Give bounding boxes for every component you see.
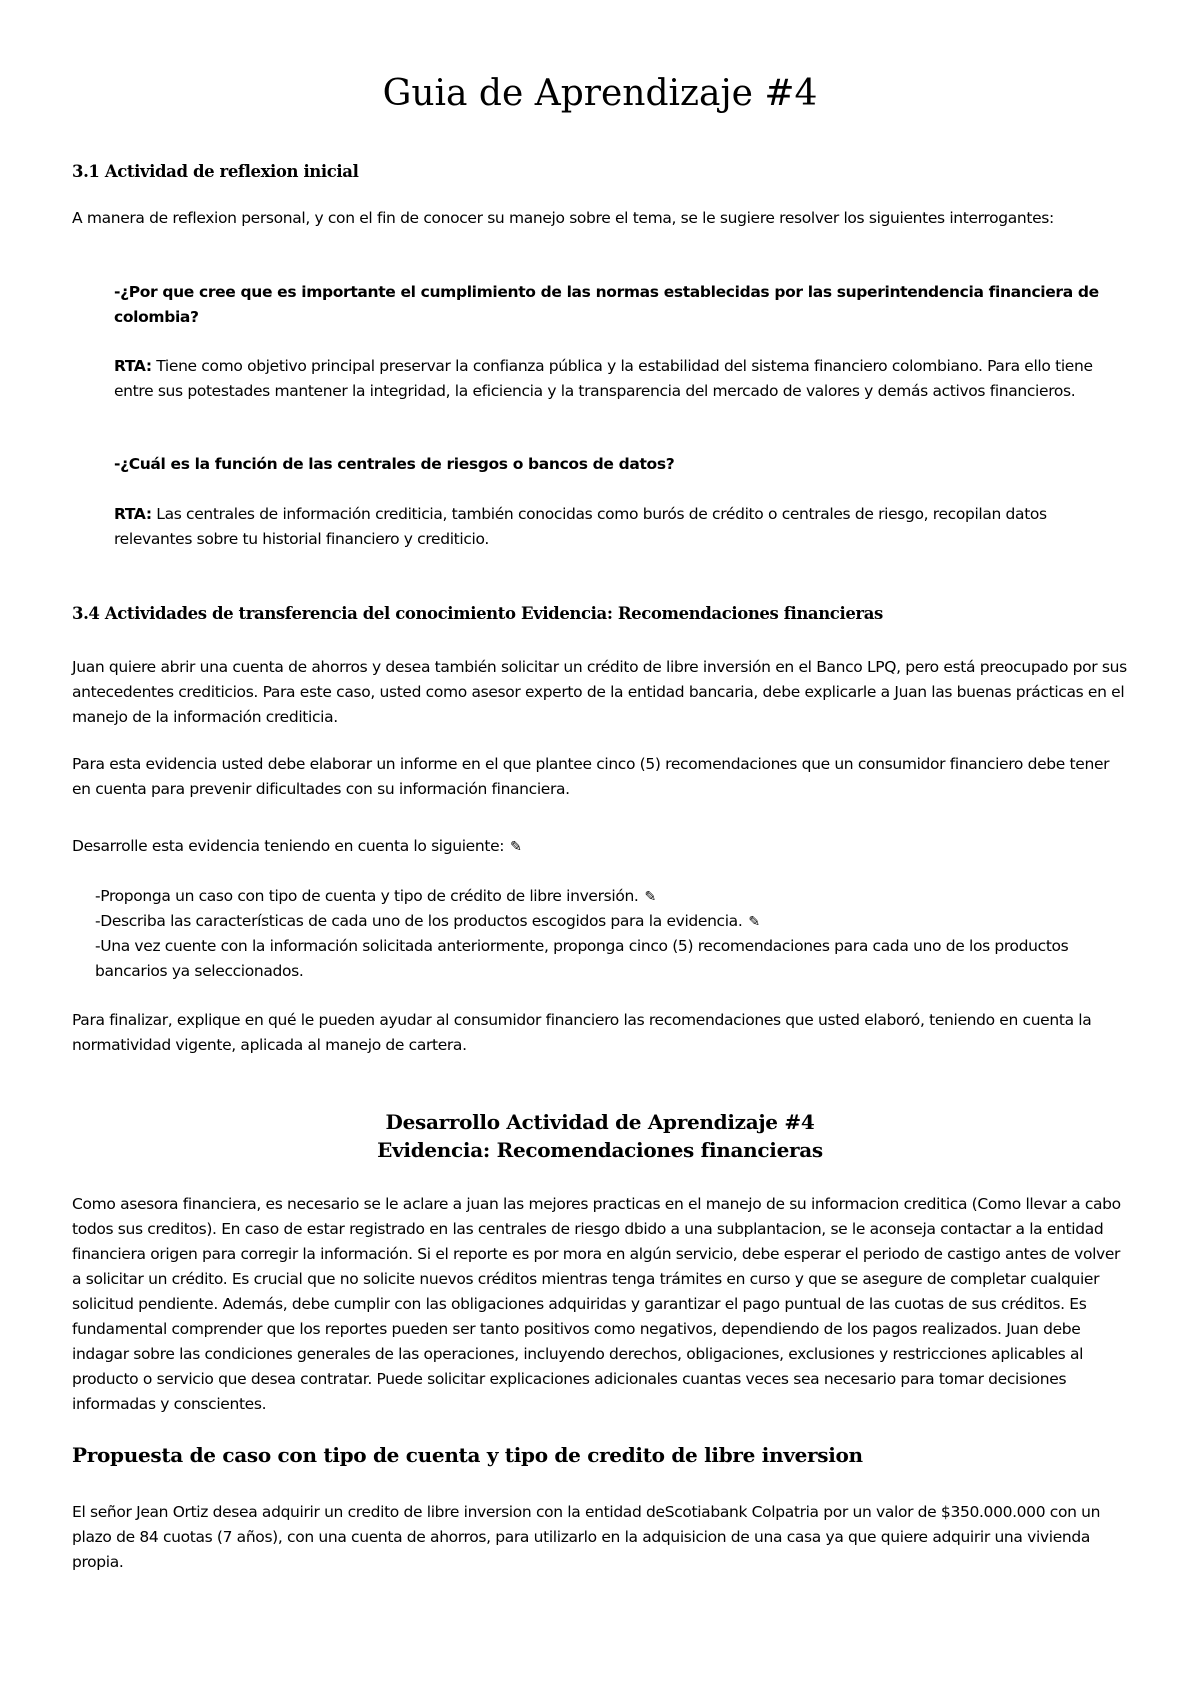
- section-3-1-heading: 3.1 Actividad de reflexion inicial: [72, 162, 359, 181]
- list-item-3: -Una vez cuente con la información solicitada anteriormente, proponga cinco (5) recomendaciones para cada uno de los productos bancarios ya seleccionados.: [95, 937, 1069, 980]
- desarrollo-heading-line-1: Desarrollo Actividad de Aprendizaje #4: [385, 1110, 815, 1134]
- pen-marker-icon: ✎: [510, 839, 522, 855]
- question-2: -¿Cuál es la función de las centrales de riesgos o bancos de datos?: [114, 455, 675, 473]
- answer-2: [114, 502, 1124, 552]
- section-3-4-paragraph-1: Juan quiere abrir una cuenta de ahorros y desea también solicitar un crédito de libre inversión en el Banco LPQ, pero está preocupado por sus antecedentes crediticios. Para este caso, usted como asesor experto de la entidad bancaria, debe explicarle a Juan las buenas prácticas en el manejo de la información crediticia.: [72, 658, 1127, 726]
- list-item-1-text: -Proponga un caso con tipo de cuenta y tipo de crédito de libre inversión.: [95, 887, 639, 905]
- rta-label: RTA:: [114, 357, 152, 375]
- propuesta-body: El señor Jean Ortiz desea adquirir un credito de libre inversion con la entidad deScotiabank Colpatria por un valor de $350.000.000 con un plazo de 84 cuotas (7 años), con una cuenta de ahorros, para utilizarlo en la adquisicion de una casa ya que quiere adquirir una vivienda propia.: [72, 1503, 1101, 1571]
- paragraph-3-text: Desarrolle esta evidencia teniendo en cuenta lo siguiente:: [72, 837, 505, 855]
- desarrollo-body: Como asesora financiera, es necesario se le aclare a juan las mejores practicas en el manejo de su informacion creditica (Como llevar a cabo todos sus creditos). En caso de estar registrado en las centrales de riesgo dbido a una subplantacion, se le aconseja contactar a la entidad financiera origen para corregir la información. Si el reporte es por mora en algún servicio, debe esperar el periodo de castigo antes de volver a solicitar un crédito. Es crucial que no solicite nuevos créditos mientras tenga trámites en curso y que se asegure de completar cualquier solicitud pendiente. Además, debe cumplir con las obligaciones adquiridas y garantizar el pago puntual de las cuotas de sus créditos. Es fundamental comprender que los reportes pueden ser tanto positivos como negativos, dependiendo de los pagos realizados. Juan debe indagar sobre las condiciones generales de las operaciones, incluyendo derechos, obligaciones, exclusiones y restricciones aplicables al producto o servicio que desea contratar. Puede solicitar explicaciones adicionales cuantas veces sea necesario para tomar decisiones informadas y conscientes.: [72, 1195, 1121, 1413]
- section-3-4-paragraph-4: Para finalizar, explique en qué le pueden ayudar al consumidor financiero las recomendaciones que usted elaboró, teniendo en cuenta la normatividad vigente, aplicada al manejo de cartera.: [72, 1011, 1092, 1054]
- section-3-4-paragraph-3: [72, 834, 1132, 860]
- list-item-2-text: -Describa las características de cada uno de los productos escogidos para la evidencia.: [95, 912, 743, 930]
- question-1: -¿Por que cree que es importante el cumplimiento de las normas establecidas por las superintendencia financiera de colombia?: [114, 283, 1099, 326]
- desarrollo-heading-line-2: Evidencia: Recomendaciones financieras: [377, 1138, 823, 1162]
- pen-marker-icon: ✎: [644, 889, 656, 905]
- section-3-4-heading: 3.4 Actividades de transferencia del conocimiento Evidencia: Recomendaciones financieras: [72, 604, 883, 623]
- pen-marker-icon: ✎: [748, 914, 760, 930]
- list-item-1: [95, 884, 1125, 910]
- answer-2-text: Las centrales de información crediticia, también conocidas como burós de crédito o centrales de riesgo, recopilan datos relevantes sobre tu historial financiero y crediticio.: [114, 505, 1047, 548]
- answer-1: [114, 354, 1124, 404]
- section-3-4-paragraph-2: Para esta evidencia usted debe elaborar un informe en el que plantee cinco (5) recomendaciones que un consumidor financiero debe tener en cuenta para prevenir dificultades con su información financiera.: [72, 755, 1110, 798]
- propuesta-heading: Propuesta de caso con tipo de cuenta y tipo de credito de libre inversion: [72, 1443, 863, 1467]
- document-title: Guia de Aprendizaje #4: [382, 73, 818, 114]
- answer-1-text: Tiene como objetivo principal preservar la confianza pública y la estabilidad del sistema financiero colombiano. Para ello tiene entre sus potestades mantener la integridad, la eficiencia y la transparencia del mercado de valores y demás activos financieros.: [114, 357, 1093, 400]
- section-3-1-intro: A manera de reflexion personal, y con el fin de conocer su manejo sobre el tema, se le sugiere resolver los siguientes interrogantes:: [72, 209, 1054, 227]
- list-item-2: [95, 909, 1125, 935]
- rta-label: RTA:: [114, 505, 152, 523]
